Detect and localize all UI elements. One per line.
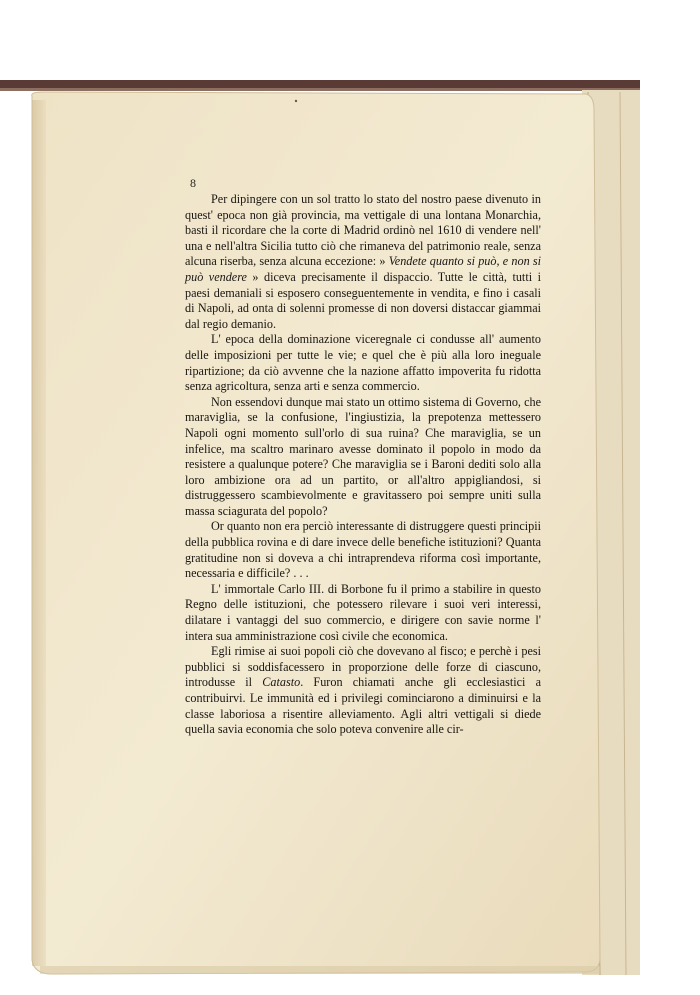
paragraph-6: Egli rimise ai suoi popoli ciò che dovevano al fisco; e perchè i pesi pubblici si soddisfacessero in proporzione delle forze di ciascuno, introdusse il Catasto. Furon chiamati anche gli ecclesiastici a contribuirvi. Le immunità ed i privilegi cominciarono a diminuirsi e la classe laboriosa a risentire alleviamento. Agli altri vettigali si diede quella savia economia che solo poteva convenire alle cir- [185,644,541,737]
page-body-text [185,192,541,738]
page-number: 8 [190,176,196,190]
paragraph-5: L' immortale Carlo III. di Borbone fu il primo a stabilire in questo Regno delle istituzioni, che potessero rilevare i suoi veri interessi, dilatare i vantaggi del suo commercio, e dirigere con savie norme l' intera sua amministrazione così civile che economica. [185,581,541,643]
paragraph-2: L' epoca della dominazione viceregnale ci condusse all' aumento delle imposizioni per tutte le vie; e quel che è più alla loro ineguale ripartizione; da ciò avvenne che la nazione affatto impoverita fu ridotta senza agricoltura, senza arti e senza commercio. [185,332,541,394]
paragraph-1: Per dipingere con un sol tratto lo stato del nostro paese divenuto in quest' epoca non già provincia, ma vettigale di una lontana Monarchia, basti il ricordare che la corte di Madrid ordinò nel 1610 di vendere nell' una e nell'altra Sicilia tutto ciò che rimaneva del patrimonio reale, senza alcuna riserba, senza alcuna eccezione: » Vendete quanto si può, e non si può vendere » diceva precisamente il dispaccio. Tutte le città, tutti i paesi demaniali si esposero conseguentemente in vendita, e fino i casali di Napoli, ad onta di solenni promesse di non doversi distaccar giammai dal regio demanio. [185,192,542,331]
paragraph-4: Or quanto non era perciò interessante di distruggere questi principii della pubblica rovina e di dare invece delle benefiche istituzioni? Quanta gratitudine non si doveva a chi intraprendeva riforma così importante, necessaria e difficile? . . . [185,519,541,581]
paragraph-3: Non essendovi dunque mai stato un ottimo sistema di Governo, che maraviglia, se la confusione, l'ingiustizia, la prepotenza mettessero Napoli ogni momento sull'orlo di sua ruina? Che maraviglia, se un infelice, ma scaltro marinaro avesse dominato il popolo in modo da resistere a qualunque potere? Che maraviglia se i Baroni dediti solo alla loro ambizione ora ad un partito, or all'altro appigliandosi, si distruggessero scambievolmente e gravitassero poi sempre uniti sulla massa sciagurata del popolo? [185,394,541,518]
